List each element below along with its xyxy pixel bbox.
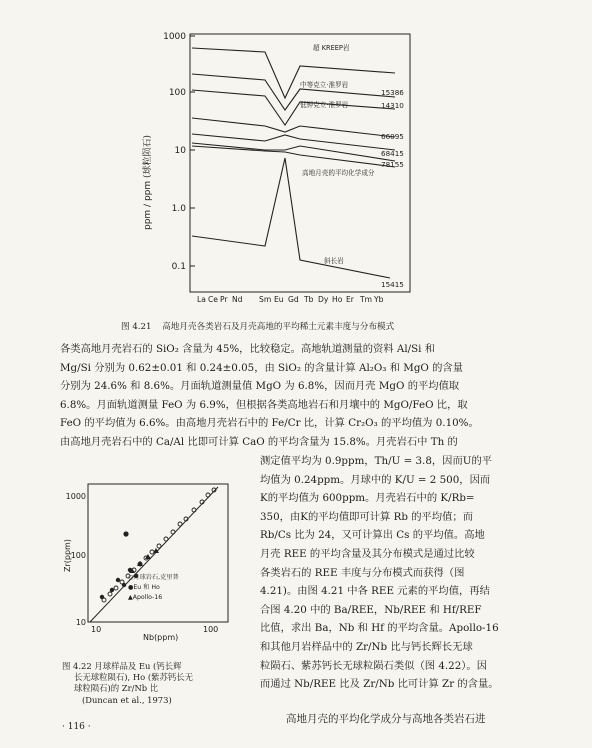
sample-15386: 15386 bbox=[381, 88, 404, 97]
legend-item: ●Eu 和 Ho bbox=[128, 584, 160, 591]
caption-line: 图 4.22 月球样品及 Eu (钙长辉 bbox=[62, 661, 182, 671]
y-axis-label: ppm / ppm (球粒陨石) bbox=[143, 134, 153, 230]
text-line: 各类高地月壳岩石的 SiO₂ 含量为 45%，比较稳定。高地轨道测量的资料 Al/Si 和 bbox=[60, 343, 436, 355]
ree-pattern-figure bbox=[0, 0, 592, 335]
ytick2-10: 10 bbox=[75, 618, 86, 627]
xtick-tb: Tb bbox=[304, 295, 314, 304]
text-line: 350，由K的平均值即可计算 Rb 的平均值；而 bbox=[260, 510, 473, 523]
zr-nb-figure bbox=[40, 472, 240, 652]
xtick-tm: Tm bbox=[360, 295, 373, 304]
figure-4-22-caption bbox=[62, 661, 193, 706]
xtick-ce: Ce bbox=[208, 295, 218, 304]
text-line: 各类岩石的 REE 丰度与分布模式而获得（图 bbox=[260, 566, 465, 579]
text-line: 4.21)。由图 4.21 中各 REE 元素的平均值，再结 bbox=[260, 585, 490, 598]
curve-kreep bbox=[192, 48, 395, 98]
label-average: 高地月壳的平均化学成分 bbox=[302, 169, 375, 177]
caption-line: 球粒陨石)的 Zr/Nb 比 bbox=[74, 683, 159, 694]
triangle-points bbox=[129, 548, 159, 573]
text-line: 由高地月壳岩石中的 Ca/Al 比即可计算 CaO 的平均含量为 15.8%。月壳岩石中 Th 的 bbox=[60, 435, 458, 448]
ytick-0.1: 0.1 bbox=[171, 262, 186, 272]
caption-line: 长无球粒陨石), Ho (紫苏钙长无 bbox=[74, 672, 193, 683]
legend-item: ▲Apollo-16 bbox=[128, 594, 163, 601]
sample-66095: 66095 bbox=[381, 132, 404, 141]
text-line: 和其他月岩样品中的 Zr/Nb 比与钙长辉长无球 bbox=[260, 640, 473, 653]
figure-4-21-caption bbox=[121, 320, 394, 332]
text-line: 6.8%。月面轨道测量 FeO 为 6.9%，但根据各类高地岩石和月壤中的 MgO/FeO 比，取 bbox=[60, 398, 468, 411]
text-line: 粒陨石、紫苏钙长无球粒陨石类似（图 4.22）。因 bbox=[260, 659, 487, 672]
curve-78155 bbox=[192, 143, 395, 161]
text-line: 比值，求出 Ba，Nb 和 Hf 的平均含量。Apollo-16 bbox=[260, 622, 499, 635]
curve-labels bbox=[300, 43, 375, 265]
text-line: 均值为 0.24ppm。月球中的 K/U = 2 500，因而 bbox=[260, 473, 491, 486]
label-low-kreep: 低钾克立·淮罗岩 bbox=[300, 101, 349, 109]
sample-78155: 78155 bbox=[381, 160, 404, 169]
page-number: · 116 · bbox=[62, 722, 91, 732]
legend-2 bbox=[128, 573, 179, 601]
text-line: 合图 4.20 中的 Ba/REE，Nb/REE 和 Hf/REF bbox=[260, 603, 482, 616]
xtick-eu: Eu bbox=[274, 295, 284, 304]
sample-68415: 68415 bbox=[381, 149, 404, 158]
label-mid-kreep: 中等克立·淮罗岩 bbox=[300, 81, 349, 89]
paragraph-full bbox=[60, 340, 479, 452]
xtick-dy: Dy bbox=[318, 295, 329, 304]
xtick2-100: 100 bbox=[203, 625, 219, 634]
ree-curves bbox=[192, 48, 395, 278]
xtick-la: La bbox=[197, 295, 206, 304]
label-kreep: 超 KREEP岩 bbox=[313, 44, 350, 52]
text-line: 而通过 Nb/REE 比及 Zr/Nb 比可计算 Zr 的含量。 bbox=[260, 678, 499, 691]
trend-line bbox=[90, 487, 218, 622]
x-ticks bbox=[197, 295, 384, 304]
text-line: 测定值平均为 0.9ppm，Th/U = 3.8，因而U的平 bbox=[260, 455, 493, 467]
xtick2-10: 10 bbox=[91, 625, 102, 634]
text-line: FeO 的平均值为 6.6%。由高地月壳岩石中的 Fe/Cr 比，计算 Cr₂O₃ 的平均值为 0.10%。 bbox=[60, 417, 479, 430]
sample-labels bbox=[381, 88, 404, 289]
ytick-1000: 1000 bbox=[163, 32, 186, 42]
xtick-gd: Gd bbox=[288, 295, 299, 304]
text-line: K的平均值为 600ppm。月壳岩石中的 K/Rb= bbox=[260, 492, 475, 505]
curve-14310 bbox=[192, 90, 395, 125]
xtick-ho: Ho bbox=[332, 295, 343, 304]
ytick-1: 1.0 bbox=[171, 204, 186, 214]
ytick-100: 100 bbox=[168, 88, 186, 98]
xtick-er: Er bbox=[346, 295, 354, 304]
section-heading-continuation: 高地月壳的平均化学成分与高地各类岩石进 bbox=[286, 713, 486, 725]
curve-66095 bbox=[192, 118, 395, 137]
label-anorthosite: 斜长岩 bbox=[324, 257, 344, 265]
text-line: 月壳 REE 的平均含量及其分布模式是通过比较 bbox=[260, 547, 475, 560]
sample-15415: 15415 bbox=[381, 280, 404, 289]
ytick2-1000: 1000 bbox=[65, 492, 86, 501]
xtick-nd: Nd bbox=[232, 295, 243, 304]
x-axis-label-2: Nb(ppm) bbox=[143, 633, 179, 642]
text-line: Rb/Cs 比为 24，又可计算出 Cs 的平均值。高地 bbox=[260, 529, 485, 542]
text-line: Mg/Si 分别为 0.62±0.01 和 0.24±0.05，由 SiO₂ 的含量计算 Al₂O₃ 和 MgO 的含量 bbox=[60, 361, 464, 374]
caption-number: 图 4.21 bbox=[121, 322, 152, 332]
caption-line: (Duncan et al., 1973) bbox=[82, 694, 172, 705]
xtick-pr: Pr bbox=[220, 295, 228, 304]
sample-14310: 14310 bbox=[381, 101, 404, 110]
xtick-sm: Sm bbox=[259, 295, 272, 304]
paragraph-right bbox=[260, 452, 499, 694]
caption-text: 高地月壳各类岩石及月壳高地的平均稀土元素丰度与分布模式 bbox=[162, 322, 395, 332]
ytick2-100: 100 bbox=[70, 551, 86, 560]
ytick-10: 10 bbox=[174, 146, 186, 156]
xtick-yb: Yb bbox=[374, 295, 384, 304]
plot-frame bbox=[190, 34, 410, 292]
legend-item: ○月球岩石,克里普 bbox=[128, 574, 179, 581]
y-axis-label-2: Zr(ppm) bbox=[63, 539, 72, 572]
text-line: 分别为 24.6% 和 8.6%。月面轨道测量值 MgO 为 6.8%，因而月壳 MgO 的平均值取 bbox=[60, 380, 460, 393]
